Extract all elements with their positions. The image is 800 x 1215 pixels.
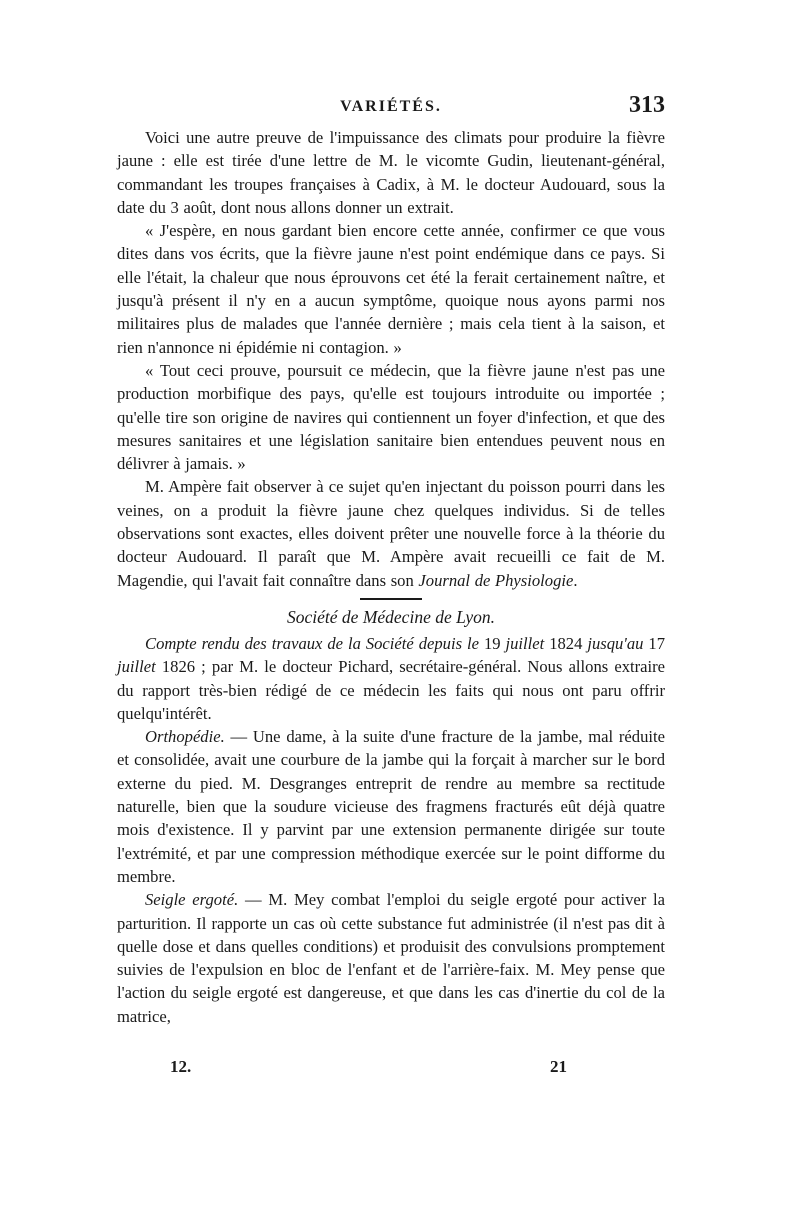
- paragraph-text: M. Ampère fait observer à ce sujet qu'en injectant du poisson pourri dans les veines, on a produit la fièvre jaune chez quelques individus. Si de telles observations sont exactes, elles doivent prêter une nouvelle force à la théorie du docteur Audouard. Il paraît que M. Ampère avait recueilli ce fait de M. Magendie, qui l'avait fait connaître dans son: [117, 477, 665, 590]
- paragraph-text: — Une dame, à la suite d'une fracture de la jambe, mal réduite et consolidée, avait une courbure de la jambe qui la forçait à marcher sur le bord externe du pied. M. Desgranges entreprit de rendre au membre sa rectitude naturelle, bien que la soudure vicieuse des fragmens fracturés eût déjà quatre mois d'existence. Il y parvint par une extension permanente dirigée sur toute l'extrémité, et par une compression méthodique exercée sur le point difforme du membre.: [117, 727, 665, 886]
- topic-term: Seigle ergoté.: [145, 890, 239, 910]
- section-divider: [360, 598, 422, 600]
- paragraph-text: 1826 ; par M. le docteur Pichard, secrétaire-général. Nous allons extraire du rapport très-bien rédigé de ce médecin les faits qui nous ont paru offrir quelqu'intérêt.: [117, 657, 665, 723]
- sheet-number: 21: [550, 1057, 567, 1076]
- paragraph-punctuation: .: [573, 570, 578, 590]
- journal-title: Journal de Physiologie: [418, 570, 574, 590]
- topic-term: Orthopédie.: [145, 727, 225, 747]
- paragraph-conclusion: [117, 359, 665, 475]
- italic-text: jusqu'au: [587, 633, 644, 653]
- paragraph-lettre: [117, 219, 665, 359]
- running-title: VARIÉTÉS.: [340, 98, 442, 115]
- paragraph-text: Voici une autre preuve de l'impuissance des climats pour produire la fièvre jaune : elle est tirée d'une lettre de M. le vicomte Gudin, lieutenant-général, commandant les troupes françaises à Cadix, à M. le docteur Audouard, sous la date du 3 août, dont nous allons donner un extrait.: [117, 128, 665, 217]
- paragraph-text: « Tout ceci prouve, poursuit ce médecin, que la fièvre jaune n'est pas une production morbifique des pays, qu'elle est toujours introduite ou importée ; qu'elle tire son origine de navires qui contiennent un foyer d'infection, et que des mesures sanitaires et une législation sanitaire bien entendues peuvent nous en délivrer à jamais. »: [117, 360, 665, 474]
- signature-mark: 12.: [170, 1057, 192, 1076]
- paragraph-text: — M. Mey combat l'emploi du seigle ergoté pour activer la parturition. Il rapporte un cas où cette substance fut administrée (il n'est pas dit à quelle dose et dans quelles conditions) et produisit des convulsions promptement suivies de l'expulsion en bloc de l'enfant et de l'arrière-faix. M. Mey pense que l'action du seigle ergoté est dangereuse, et que dans les cas d'inertie du col de la matrice,: [117, 890, 665, 1026]
- page-number: 313: [629, 92, 665, 118]
- italic-month: juillet: [117, 657, 156, 677]
- paragraph-ampere: [117, 475, 665, 591]
- paragraph-orthopedie: [117, 725, 665, 888]
- section-title: Société de Médecine de Lyon.: [287, 606, 495, 627]
- paragraph-climats: [117, 126, 665, 219]
- page-footer: [170, 1057, 570, 1081]
- date-year: 1824: [549, 633, 583, 653]
- italic-text: Compte rendu des travaux de la Société depuis le: [145, 633, 479, 653]
- paragraph-text: « J'espère, en nous gardant bien encore cette année, confirmer ce que vous dites dans vos écrits, que la fièvre jaune n'est point endémique dans ce pays. Si elle l'était, la chaleur que nous éprouvons cet été la ferait certainement naître, et jusqu'à présent il n'y en a aucun symptôme, quoique nous ayons parmi nos militaires plus de malades que l'année dernière ; mais cela tient à la saison, et rien n'annonce ni épidémie ni contagion. »: [117, 221, 665, 357]
- paragraph-seigle-ergote: [117, 888, 665, 1028]
- italic-month: juillet: [505, 633, 545, 653]
- paragraph-compte-rendu: [117, 632, 665, 725]
- date-day: 19: [483, 633, 501, 653]
- page-body: [117, 92, 665, 1028]
- date-day: 17: [648, 633, 666, 653]
- running-head: [117, 92, 665, 126]
